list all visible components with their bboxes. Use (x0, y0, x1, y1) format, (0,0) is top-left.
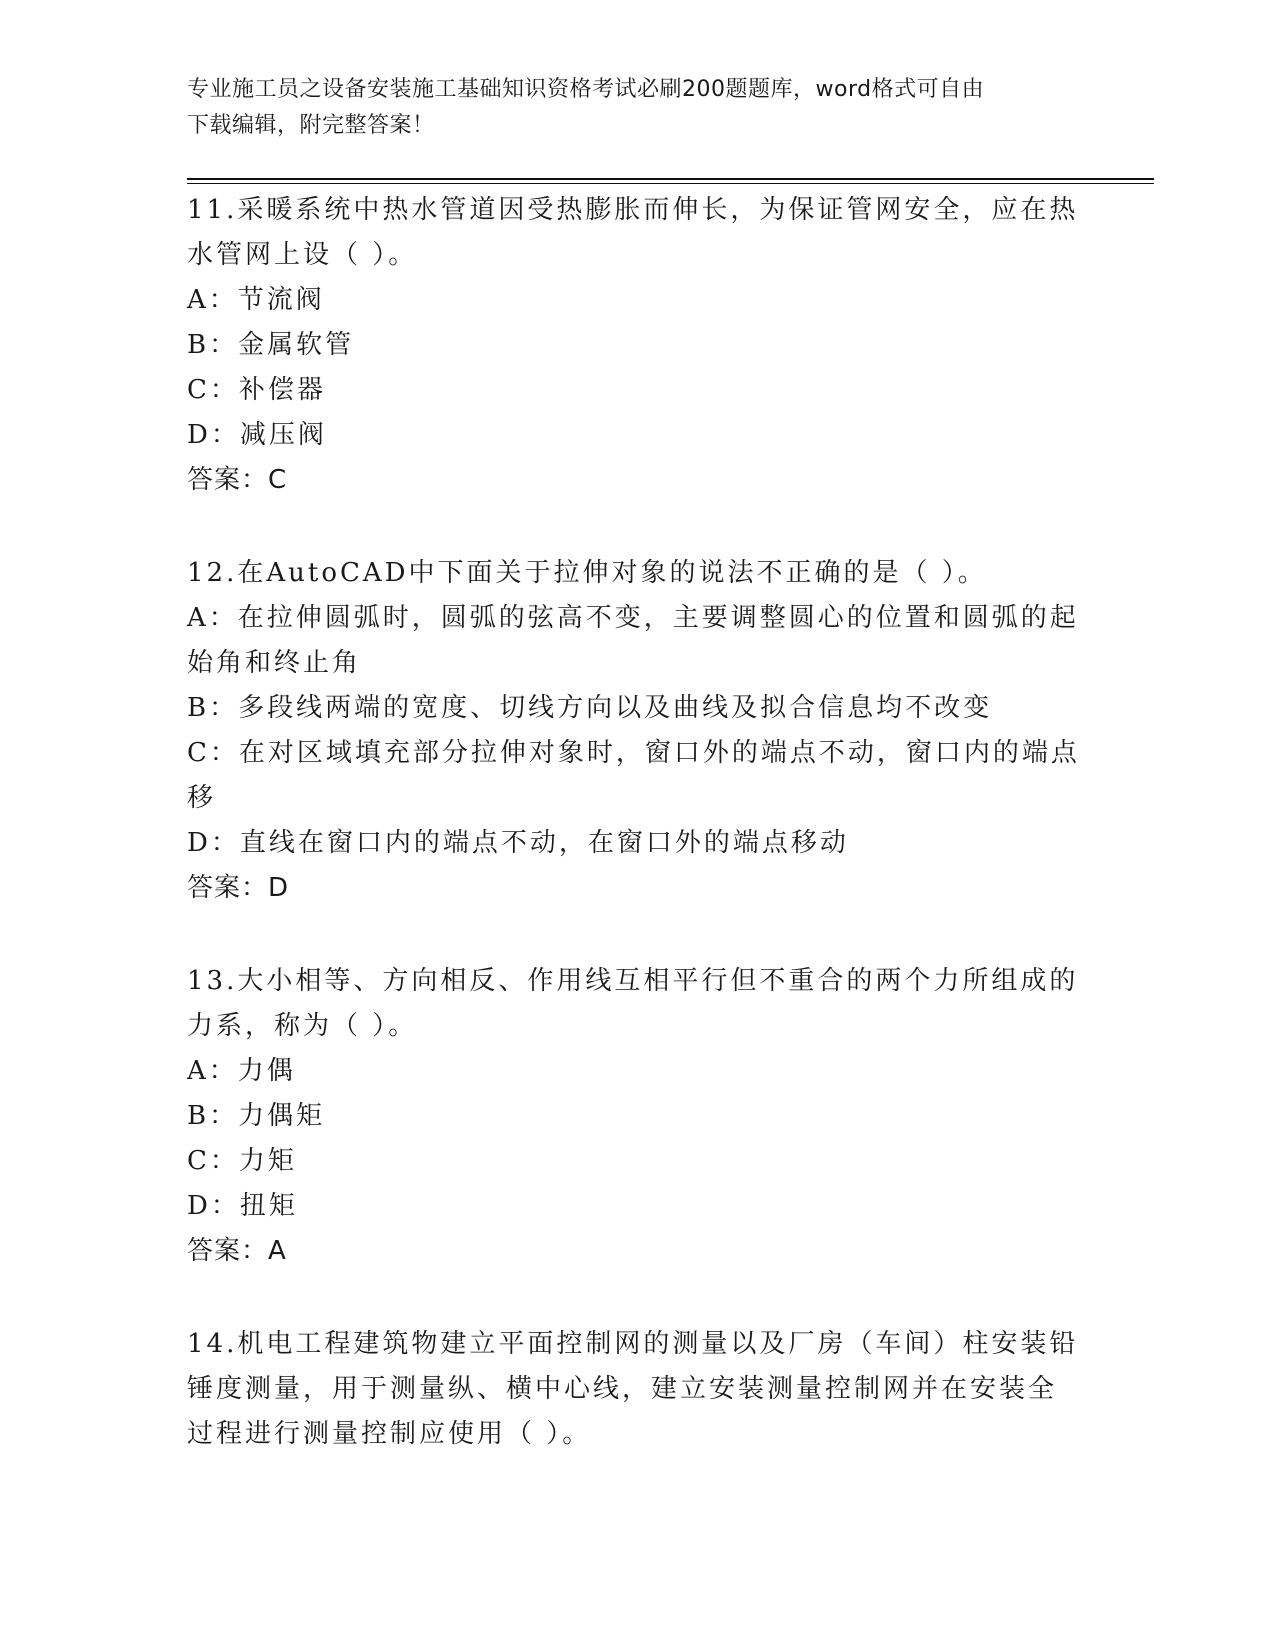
option-c: C：力矩 (187, 1146, 297, 1176)
answer-line: 答案：D (187, 873, 290, 903)
question-stem-line: 力系，称为（ ）。 (187, 1011, 418, 1041)
option-a: A：节流阀 (187, 285, 325, 315)
question-13 (187, 959, 1087, 1274)
question-stem-line: 11.采暖系统中热水管道因受热膨胀而伸长，为保证管网安全，应在热 (187, 195, 1079, 225)
header-divider-thick (187, 178, 1154, 180)
question-stem-line: 14.机电工程建筑物建立平面控制网的测量以及厂房（车间）柱安装铅 (187, 1329, 1079, 1359)
option-c: C：补偿器 (187, 375, 326, 405)
option-a: A：力偶 (187, 1056, 296, 1086)
option-b: B：金属软管 (187, 330, 355, 360)
question-11 (187, 188, 1087, 503)
option-a-cont: 始角和终止角 (187, 648, 362, 678)
header-line-2: 下载编辑，附完整答案！ (187, 113, 435, 138)
document-header (187, 72, 1067, 144)
option-b: B：力偶矩 (187, 1101, 326, 1131)
question-14 (187, 1322, 1087, 1457)
option-a: A：在拉伸圆弧时，圆弧的弦高不变，主要调整圆心的位置和圆弧的起 (187, 603, 1079, 633)
answer-line: 答案：C (187, 465, 288, 495)
question-list (187, 188, 1087, 1505)
question-stem-line: 锤度测量，用于测量纵、横中心线，建立安装测量控制网并在安装全 (187, 1374, 1058, 1404)
header-divider-thin (187, 183, 1154, 184)
option-c-cont: 移 (187, 783, 217, 813)
option-b: B：多段线两端的宽度、切线方向以及曲线及拟合信息均不改变 (187, 693, 993, 723)
question-stem-line: 13.大小相等、方向相反、作用线互相平行但不重合的两个力所组成的 (187, 966, 1079, 996)
question-stem-line: 12.在AutoCAD中下面关于拉伸对象的说法不正确的是（ ）。 (187, 558, 987, 588)
answer-line: 答案：A (187, 1236, 287, 1266)
option-c: C：在对区域填充部分拉伸对象时，窗口外的端点不动，窗口内的端点 (187, 738, 1080, 768)
question-stem-line: 过程进行测量控制应使用（ ）。 (187, 1419, 592, 1449)
header-line-1: 专业施工员之设备安装施工基础知识资格考试必刷200题题库，word格式可自由 (187, 77, 985, 102)
option-d: D：扭矩 (187, 1191, 298, 1221)
question-12 (187, 551, 1087, 911)
question-stem-line: 水管网上设（ ）。 (187, 240, 418, 270)
option-d: D：直线在窗口内的端点不动，在窗口外的端点移动 (187, 828, 849, 858)
option-d: D：减压阀 (187, 420, 327, 450)
